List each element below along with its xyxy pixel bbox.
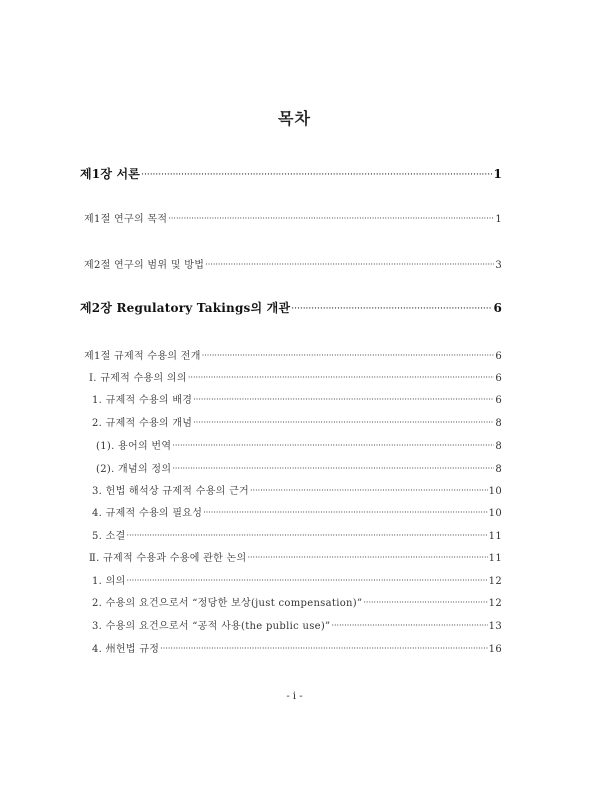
dot-leader <box>141 170 492 180</box>
toc-entry-label: (1). 용어의 번역 <box>96 441 172 452</box>
dot-leader <box>193 418 494 427</box>
toc-entry-label: 3. 수용의 요건으로서 “공적 사용(the public use)” <box>92 621 331 632</box>
toc-entry-label: 3. 헌법 해석상 규제적 수용의 근거 <box>92 486 250 497</box>
toc-entry-part-1[interactable] <box>89 369 502 384</box>
toc-entry-subitem-1[interactable] <box>96 437 502 452</box>
dot-leader <box>331 621 487 630</box>
toc-entry-page: 11 <box>488 553 502 564</box>
dot-leader <box>172 441 494 450</box>
toc-entry-page: 1 <box>495 214 502 225</box>
dot-leader <box>203 508 487 517</box>
dot-leader <box>172 464 494 473</box>
toc-entry-label: Ⅰ. 규제적 수용의 의의 <box>89 373 187 384</box>
dot-leader <box>160 644 487 653</box>
toc-entry-item-1-3[interactable] <box>92 482 502 497</box>
toc-entry-label: 5. 소결 <box>92 531 126 542</box>
toc-entry-page: 13 <box>488 621 502 632</box>
toc-entry-page: 6 <box>495 373 502 384</box>
toc-entry-label: (2). 개념의 정의 <box>96 464 172 475</box>
dot-leader <box>291 304 492 314</box>
toc-entry-section-1-1[interactable] <box>84 210 502 225</box>
toc-entry-label: 제2절 연구의 범위 및 방법 <box>84 260 205 271</box>
toc-entry-label: Ⅱ. 규제적 수용과 수용에 관한 논의 <box>89 553 247 564</box>
toc-entry-label: 1. 의의 <box>92 576 126 587</box>
toc-entry-section-2-1[interactable] <box>84 347 502 362</box>
toc-entry-label: 제1절 규제적 수용의 전개 <box>84 351 201 362</box>
page-number-footer: - i - <box>286 691 303 702</box>
toc-entry-label: 2. 수용의 요건으로서 “정당한 보상(just compensation)” <box>92 598 363 609</box>
toc-entry-chapter-2[interactable] <box>80 299 502 316</box>
dot-leader <box>127 531 488 540</box>
toc-entry-page: 6 <box>495 395 502 406</box>
toc-entry-page: 8 <box>495 418 502 429</box>
dot-leader <box>202 351 495 360</box>
dot-leader <box>205 260 494 269</box>
toc-entry-label: 4. 규제적 수용의 필요성 <box>92 508 203 519</box>
toc-entry-label: 1. 규제적 수용의 배경 <box>92 395 193 406</box>
toc-entry-item-1-5[interactable] <box>92 527 502 542</box>
toc-entry-page: 8 <box>495 464 502 475</box>
toc-entry-item-1-2[interactable] <box>92 414 502 429</box>
dot-leader <box>250 486 488 495</box>
toc-entry-label: 2. 규제적 수용의 개념 <box>92 418 193 429</box>
toc-entry-page: 12 <box>488 576 502 587</box>
toc-entry-page: 6 <box>495 351 502 362</box>
toc-entry-label: 제1절 연구의 목적 <box>84 214 168 225</box>
toc-entry-item-2-3[interactable] <box>92 617 502 632</box>
toc-entry-item-1-1[interactable] <box>92 391 502 406</box>
toc-entry-page: 6 <box>493 301 502 315</box>
toc-entry-page: 3 <box>495 260 502 271</box>
toc-entry-label: 4. 州헌법 규정 <box>92 644 160 655</box>
page-title: 목차 <box>278 109 311 128</box>
toc-entry-page: 12 <box>488 598 502 609</box>
dot-leader <box>168 214 494 223</box>
dot-leader <box>127 576 488 585</box>
toc-entry-label: 제2장 Regulatory Takings의 개관 <box>80 301 291 315</box>
toc-entry-page: 11 <box>488 531 502 542</box>
toc-entry-page: 10 <box>488 508 502 519</box>
toc-entry-item-2-2[interactable] <box>92 594 502 609</box>
toc-entry-chapter-1[interactable] <box>80 165 502 182</box>
toc-entry-part-2[interactable] <box>89 549 502 564</box>
toc-entry-subitem-2[interactable] <box>96 460 502 475</box>
toc-entry-label: 제1장 서론 <box>80 167 141 181</box>
toc-entry-item-1-4[interactable] <box>92 504 502 519</box>
toc-entry-section-1-2[interactable] <box>84 256 502 271</box>
toc-entry-page: 10 <box>488 486 502 497</box>
dot-leader <box>247 553 487 562</box>
toc-entry-item-2-1[interactable] <box>92 572 502 587</box>
toc-entry-page: 16 <box>488 644 502 655</box>
dot-leader <box>188 373 494 382</box>
toc-entry-item-2-4[interactable] <box>92 640 502 655</box>
toc-entry-page: 8 <box>495 441 502 452</box>
toc-entry-page: 1 <box>493 167 502 181</box>
dot-leader <box>193 395 494 404</box>
dot-leader <box>363 598 487 607</box>
